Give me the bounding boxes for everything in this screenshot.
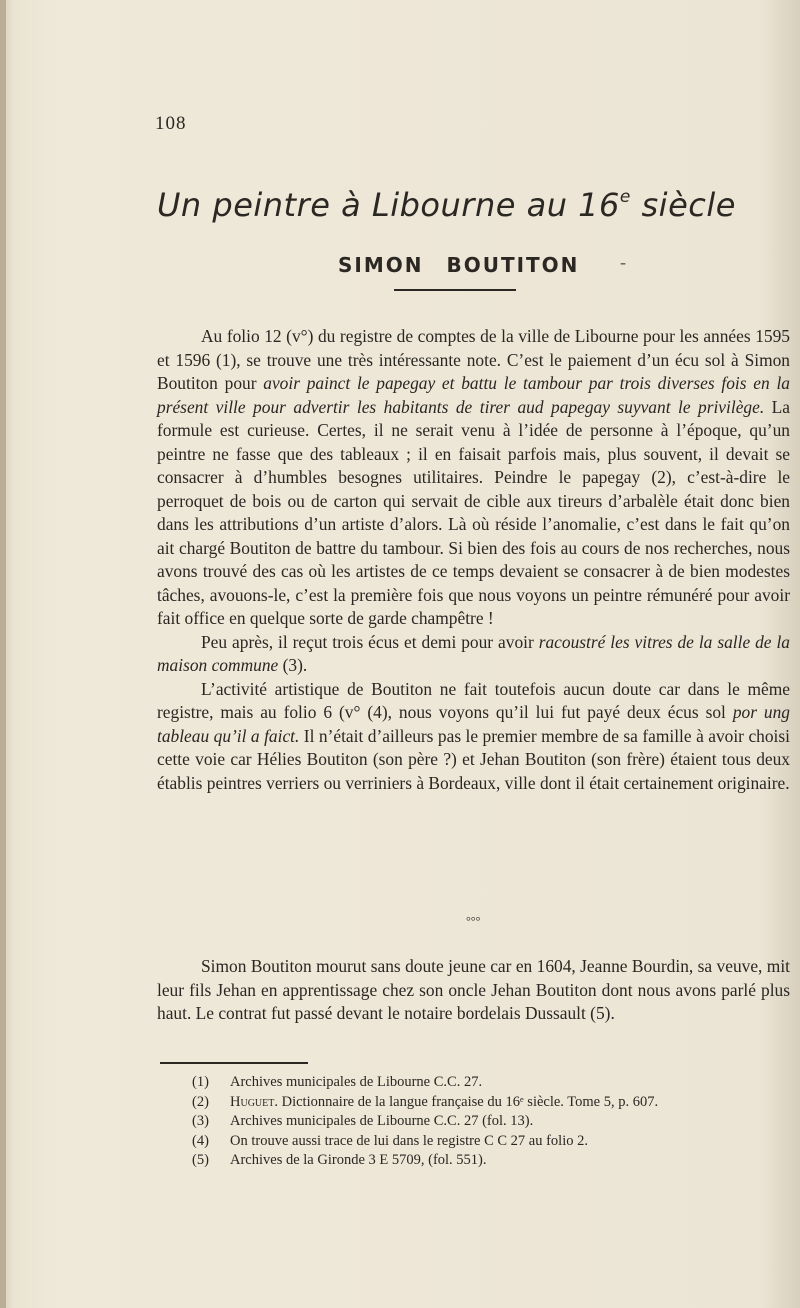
footnote [192,1073,792,1093]
title-text-end: siècle [630,186,736,224]
footnote-number: (3) [192,1113,209,1129]
text-run: Au folio 12 (v°) du registre de comptes de la ville de Libourne pour les années 1595 et 1596 (1), se trouve une très intéressante note. C’est le paiement d’un écu sol à Simon Boutiton pour [157,326,790,393]
ornament-glyph: °°° [466,914,481,928]
title-superscript: e [619,187,631,207]
text-run: La formule est curieuse. Certes, il ne serait venu à l’idée de personne à l’époque, qu’un peintre ne fasse que des tableaux ; il en faisait parfois mais, plus souvent, il devait se consacrer à d’humbles besognes utilitaires. Peindre le papegay (2), c’est-à-dire le perroquet de bois ou de carton qui servait de cible aux tireurs d’arbalèle était donc bien dans les attributions d’un artiste d’alors. Là où réside l’anomalie, c’est dans le fait qu’on ait chargé Boutiton de battre du tambour. Si bien des fois au cours de nos recherches, nous avons trouvé des cas où les artistes de ce temps devaient se consacrer à de bien modestes tâches, avouons-le, c’est la première fois que nous voyons un peintre rémunéré pour avoir fait office en quelque sorte de garde champêtre ! [157,396,790,628]
italic-quote: avoir painct le papegay et battu le tambour par trois diverses fois en la présent ville pour advertir les habitants de tirer aud papegay suyvant le privilège. [157,373,790,417]
paragraph [157,631,790,678]
page-number: 108 [155,113,187,134]
footnote [192,1132,792,1152]
footnote [192,1151,792,1171]
italic-quote: por ung tableau qu’il a faict. [157,702,790,746]
text-run: (3). [278,655,308,675]
footnote-text: Archives municipales de Libourne C.C. 27. [230,1074,483,1090]
footnote [192,1112,792,1132]
footnote-number: (2) [192,1093,209,1110]
footnote-rule [160,1062,308,1064]
footnote-text: On trouve aussi trace de lui dans le registre C C 27 au folio 2. [230,1132,588,1149]
footnotes [192,1073,792,1171]
footnote-number: (5) [192,1152,209,1168]
title-text: Un peintre à Libourne au 16 [157,186,620,224]
footnote-number: (4) [192,1132,209,1149]
paragraph: Simon Boutiton mourut sans doute jeune car en 1604, Jeanne Bourdin, sa veuve, mit leur fils Jehan en apprentissage chez son oncle Jehan Boutiton dont nous avons parlé plus haut. Le contrat fut passé devant le notaire bordelais Dussault (5). [157,956,790,1023]
article-body [157,325,790,795]
text-run: Il n’était d’ailleurs pas le premier membre de sa famille à avoir choisi cette voie car Hélies Boutiton (son père ?) et Jehan Boutiton (son frère) étaient tous deux établis peintres verriers ou verriniers à Bordeaux, ville dont il était certainement originaire. [157,725,790,793]
page-spine-shadow [0,0,6,1308]
text-run: Peu après, il reçut trois écus et demi pour avoir [201,631,539,652]
italic-quote: racoustré les vitres de la salle de la maison commune [157,631,790,675]
article-title [157,186,757,224]
paragraph [157,325,790,631]
footnote-text: Huguet. Dictionnaire de la langue française du 16ᵉ siècle. Tome 5, p. 607. [230,1093,659,1110]
subtitle-dash: - [620,252,626,272]
article-subtitle: SIMON BOUTITON [338,253,580,277]
footnote-number: (1) [192,1074,209,1090]
author-name: Huguet. [230,1093,278,1110]
article-body-continued [157,955,790,1026]
footnote [192,1093,792,1113]
footnote-text: Archives de la Gironde 3 E 5709, (fol. 551). [230,1152,487,1168]
title-rule [394,289,516,291]
section-ornament [466,914,481,928]
text-run: L’activité artistique de Boutiton ne fait toutefois aucun doute car dans le même registre, mais au folio 6 (v° (4), nous voyons qu’il lui fut payé deux écus sol [157,678,790,722]
footnote-text: Archives municipales de Libourne C.C. 27 (fol. 13). [230,1113,534,1129]
paragraph [157,678,790,796]
